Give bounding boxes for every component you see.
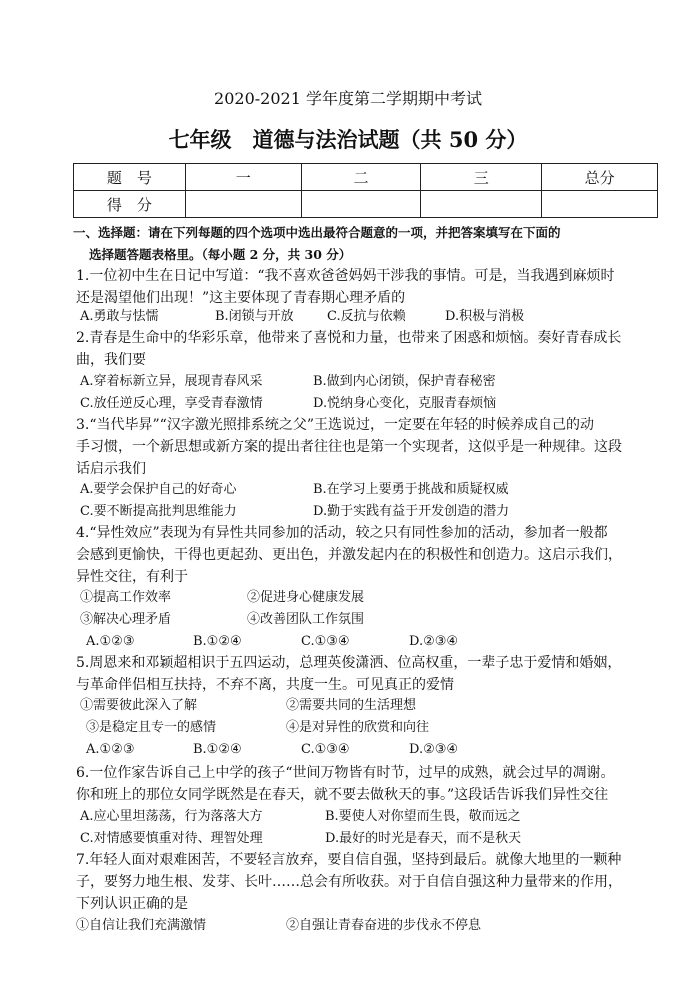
question-text: 7.年轻人面对艰难困苦，不要轻言放弃，要自信自强，坚持到最后。就像大地里的一颗种 xyxy=(76,852,622,868)
option: D.积极与消极 xyxy=(445,309,525,324)
statement: ④改善团队工作氛围 xyxy=(247,612,365,627)
table-cell: 一 xyxy=(185,164,301,191)
option: A.穿着标新立异，展现青春风采 xyxy=(80,374,263,389)
statement: ②需要共同的生活理想 xyxy=(286,698,417,713)
option: A.①②③ xyxy=(86,742,135,757)
question-text: 会感到更愉快，干得也更起劲、更出色，并激发起内在的积极性和创造力。这启示我们， xyxy=(76,547,622,563)
table-cell: 三 xyxy=(421,164,542,191)
section-heading: 选择题答题表格里。（每小题 2 分，共 30 分） xyxy=(89,247,352,262)
question-text: 话启示我们 xyxy=(76,461,146,477)
exam-title: 2020-2021 学年度第二学期期中考试 xyxy=(214,89,482,108)
question-text: 2.青春是生命中的华彩乐章，他带来了喜悦和力量，也带来了困惑和烦恼。奏好青春成长 xyxy=(76,330,622,346)
option: C.要不断提高批判思维能力 xyxy=(80,504,237,519)
question-text: 4.“异性效应”表现为有异性共同参加的活动，较之只有同性参加的活动，参加者一般都 xyxy=(76,525,608,541)
option: B.要使人对你望而生畏，敬而远之 xyxy=(325,809,521,824)
table-cell xyxy=(301,191,421,218)
option: A.勇敢与怯懦 xyxy=(80,309,159,324)
option: C.对情感要慎重对待、理智处理 xyxy=(80,831,263,846)
table-cell: 得 分 xyxy=(74,191,186,218)
question-text: 1.一位初中生在日记中写道：“我不喜欢爸爸妈妈干涉我的事情。可是，当我遇到麻烦时 xyxy=(76,268,615,284)
option: B.在学习上要勇于挑战和质疑权威 xyxy=(313,482,509,497)
question-text: 曲，我们要 xyxy=(76,352,146,368)
option: B.闭锁与开放 xyxy=(215,309,294,324)
option: C.放任逆反心理，享受青春激情 xyxy=(80,396,263,411)
question-text: 与革命伴侣相互扶持，不弃不离，共度一生。可见真正的爱情 xyxy=(76,677,454,693)
section-heading: 一、选择题：请在下列每题的四个选项中选出最符合题意的一项，并把答案填写在下面的 xyxy=(73,225,561,240)
option: C.①③④ xyxy=(301,634,350,649)
statement: ③是稳定且专一的感情 xyxy=(86,720,217,735)
table-row xyxy=(74,191,658,218)
option: C.①③④ xyxy=(301,742,350,757)
statement: ③解决心理矛盾 xyxy=(80,612,172,627)
option: B.做到内心闭锁，保护青春秘密 xyxy=(313,374,496,389)
statement: ④是对异性的欣赏和向往 xyxy=(286,720,430,735)
question-text: 子，要努力地生根、发芽、长叶……总会有所收获。对于自信自强这种力量带来的作用， xyxy=(76,874,622,890)
statement: ①需要彼此深入了解 xyxy=(80,698,198,713)
score-table xyxy=(73,163,658,218)
option: D.最好的时光是春天，而不是秋天 xyxy=(325,831,522,846)
option: D.②③④ xyxy=(409,634,459,649)
option: D.悦纳身心变化，克服青春烦恼 xyxy=(313,396,497,411)
option: A.应心里坦荡荡，行为落落大方 xyxy=(80,809,263,824)
statement: ①提高工作效率 xyxy=(80,590,172,605)
question-text: 5.周恩来和邓颖超相识于五四运动，总理英俊潇洒、位高权重，一辈子忠于爱情和婚姻， xyxy=(76,655,622,671)
table-cell: 题 号 xyxy=(74,164,186,191)
option: B.①②④ xyxy=(193,634,242,649)
question-text: 手习惯，一个新思想或新方案的提出者往往也是第一个实现者，这似乎是一种规律。这段 xyxy=(76,439,622,455)
statement: ②促进身心健康发展 xyxy=(247,590,365,605)
question-text: 下列认识正确的是 xyxy=(76,896,188,912)
option: D.②③④ xyxy=(409,742,459,757)
question-text: 你和班上的那位女同学既然是在春天，就不要去做秋天的事。”这段话告诉我们异性交往 xyxy=(76,787,609,803)
table-cell xyxy=(542,191,658,218)
question-text: 还是渴望他们出现！”这主要体现了青春期心理矛盾的 xyxy=(76,290,406,306)
statement: ①自信让我们充满激情 xyxy=(76,918,207,933)
option: C.反抗与依赖 xyxy=(327,309,406,324)
option: A.要学会保护自己的好奇心 xyxy=(80,482,237,497)
question-text: 异性交往，有利于 xyxy=(76,569,188,585)
table-cell xyxy=(185,191,301,218)
question-text: 3.“当代毕昇”“汉字激光照排系统之父”王选说过，一定要在年轻的时候养成自己的动 xyxy=(76,417,594,433)
statement: ②自强让青春奋进的步伐永不停息 xyxy=(286,918,482,933)
option: A.①②③ xyxy=(86,634,135,649)
table-cell: 总分 xyxy=(542,164,658,191)
table-cell xyxy=(421,191,542,218)
table-cell: 二 xyxy=(301,164,421,191)
subject-title: 七年级 道德与法治试题（共 50 分） xyxy=(168,127,528,152)
option: D.勤于实践有益于开发创造的潜力 xyxy=(313,504,510,519)
table-row xyxy=(74,164,658,191)
question-text: 6.一位作家告诉自己上中学的孩子“世间万物皆有时节，过早的成熟，就会过早的凋谢。 xyxy=(76,765,615,781)
option: B.①②④ xyxy=(193,742,242,757)
